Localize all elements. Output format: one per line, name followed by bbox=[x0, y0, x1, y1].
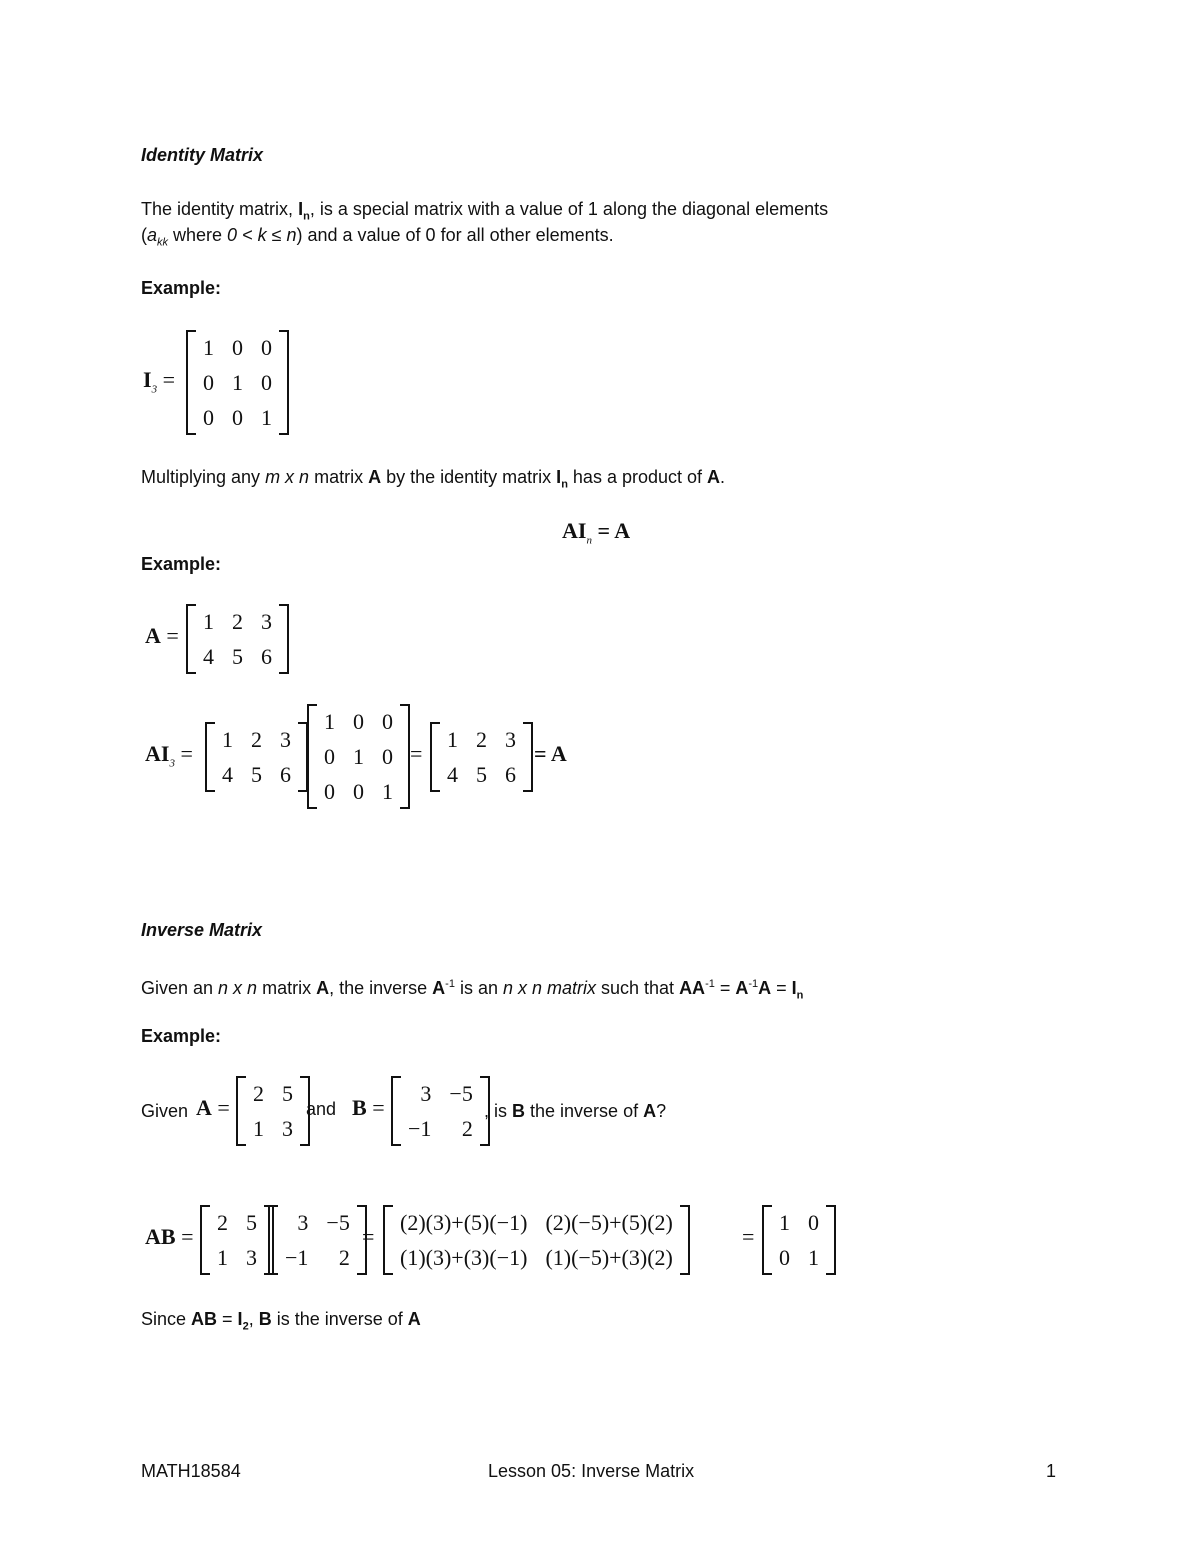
matrix-cell: (1)(−5)+(3)(2) bbox=[545, 1244, 673, 1270]
matrix-cell: 0 bbox=[261, 369, 272, 395]
matrix-cell: 0 bbox=[779, 1244, 790, 1270]
ab-label: AB = bbox=[145, 1224, 194, 1249]
matrix-a-in-product bbox=[205, 722, 308, 792]
matrix-cell: 1 bbox=[447, 726, 458, 752]
inverse-heading: Inverse Matrix bbox=[141, 920, 263, 940]
matrix-cell: 0 bbox=[353, 778, 364, 804]
matrix-cell: 0 bbox=[203, 369, 214, 395]
matrix-cell: 3 bbox=[261, 608, 272, 634]
matrix-cell: 1 bbox=[808, 1244, 819, 1270]
matrix-cell: 6 bbox=[261, 643, 272, 669]
matrix-a-2x3 bbox=[186, 604, 289, 674]
matrix-a-2x2 bbox=[236, 1076, 310, 1146]
matrix-cell: 3 bbox=[505, 726, 516, 752]
matrix-cell: (2)(−5)+(5)(2) bbox=[545, 1209, 673, 1235]
matrix-b-2x2 bbox=[391, 1076, 490, 1146]
footer-lesson-title: Lesson 05: Inverse Matrix bbox=[488, 1461, 695, 1481]
matrix-a-in-ab bbox=[200, 1205, 274, 1275]
matrix-cell: 5 bbox=[282, 1080, 293, 1106]
matrix-cell: 3 bbox=[282, 1115, 293, 1141]
matrix-cell: 0 bbox=[261, 334, 272, 360]
inverse-question: , is B the inverse of A? bbox=[484, 1101, 667, 1121]
a-label: A = bbox=[145, 623, 179, 648]
matrix-cell: 5 bbox=[476, 761, 487, 787]
given-a-label: A = bbox=[196, 1095, 230, 1120]
matrix-cell: 0 bbox=[232, 334, 243, 360]
matrix-i2-result bbox=[762, 1205, 836, 1275]
matrix-cell: 0 bbox=[203, 404, 214, 430]
matrix-cell: 4 bbox=[222, 761, 233, 787]
identity-heading: Identity Matrix bbox=[141, 145, 264, 165]
equals-sign: = bbox=[410, 741, 423, 766]
matrix-cell: 2 bbox=[251, 726, 262, 752]
matrix-cell: 5 bbox=[232, 643, 243, 669]
matrix-cell: 1 bbox=[261, 404, 272, 430]
ai3-label: $AI_3$ = bbox=[145, 741, 193, 770]
matrix-cell: 1 bbox=[217, 1244, 228, 1270]
multiplication-statement: Multiplying any m x n matrix A by the identity matrix $I_n$ has a product of A. bbox=[141, 467, 726, 491]
matrix-cell: 2 bbox=[476, 726, 487, 752]
matrix-i3-in-product bbox=[307, 704, 410, 809]
matrix-cell: 4 bbox=[203, 643, 214, 669]
matrix-result-a bbox=[430, 722, 533, 792]
i3-label: $I_3$ = bbox=[143, 367, 175, 396]
matrix-cell: 5 bbox=[251, 761, 262, 787]
matrix-cell: 6 bbox=[280, 761, 291, 787]
identity-matrix-i3 bbox=[186, 330, 289, 435]
matrix-cell: 0 bbox=[353, 708, 364, 734]
example-label-2: Example: bbox=[141, 554, 222, 574]
matrix-cell: 2 bbox=[338, 1244, 350, 1270]
and-text: and bbox=[306, 1099, 337, 1119]
matrix-cell: 0 bbox=[324, 778, 335, 804]
matrix-cell: −1 bbox=[408, 1115, 432, 1141]
matrix-cell: 2 bbox=[253, 1080, 264, 1106]
matrix-cell: 3 bbox=[280, 726, 291, 752]
matrix-cell: −5 bbox=[449, 1080, 473, 1106]
inverse-definition: Given an n x n matrix A, the inverse $A^{-1}$ is an n x n matrix such that $AA^{-1} = A^{-1}A = I_n$ bbox=[141, 978, 804, 1002]
matrix-cell: 1 bbox=[203, 334, 214, 360]
matrix-cell: 1 bbox=[222, 726, 233, 752]
matrix-cell: 6 bbox=[505, 761, 516, 787]
matrix-cell: 1 bbox=[203, 608, 214, 634]
matrix-cell: 5 bbox=[246, 1209, 257, 1235]
matrix-cell: 1 bbox=[382, 778, 393, 804]
footer-page-number: 1 bbox=[1046, 1461, 1057, 1481]
matrix-b-in-ab bbox=[268, 1205, 367, 1275]
example-label-1: Example: bbox=[141, 278, 222, 298]
example-label-3: Example: bbox=[141, 1026, 222, 1046]
matrix-cell: 1 bbox=[232, 369, 243, 395]
identity-definition-line2: ($a_{kk}$ where 0 < k ≤ n) and a value of 0 for all other elements. bbox=[141, 225, 614, 249]
equals-sign: = bbox=[742, 1224, 755, 1249]
matrix-cell: 0 bbox=[382, 708, 393, 734]
matrix-cell: 2 bbox=[232, 608, 243, 634]
footer-course-code: MATH18584 bbox=[141, 1461, 241, 1481]
matrix-cell: (1)(3)+(3)(−1) bbox=[400, 1244, 528, 1270]
matrix-cell: 1 bbox=[253, 1115, 264, 1141]
matrix-cell: 0 bbox=[232, 404, 243, 430]
conclusion: Since AB = $I_2$, B is the inverse of A bbox=[141, 1309, 421, 1333]
identity-definition-line1: The identity matrix, $I_n$, is a special matrix with a value of 1 along the diagonal elements bbox=[141, 199, 829, 223]
matrix-cell: 1 bbox=[353, 743, 364, 769]
matrix-cell: 1 bbox=[779, 1209, 790, 1235]
matrix-cell: 2 bbox=[217, 1209, 228, 1235]
matrix-cell: 3 bbox=[297, 1209, 309, 1235]
given-text: Given bbox=[141, 1101, 189, 1121]
equals-sign: = bbox=[362, 1224, 375, 1249]
matrix-product-expansion bbox=[383, 1205, 690, 1275]
matrix-cell: 0 bbox=[808, 1209, 819, 1235]
matrix-cell: (2)(3)+(5)(−1) bbox=[400, 1209, 528, 1235]
matrix-cell: 3 bbox=[420, 1080, 432, 1106]
matrix-cell: 0 bbox=[382, 743, 393, 769]
given-b-label: B = bbox=[352, 1095, 385, 1120]
matrix-cell: −5 bbox=[326, 1209, 350, 1235]
matrix-cell: 3 bbox=[246, 1244, 257, 1270]
ai3-result: = A bbox=[534, 741, 567, 766]
matrix-cell: 4 bbox=[447, 761, 458, 787]
matrix-cell: 0 bbox=[324, 743, 335, 769]
matrix-cell: 1 bbox=[324, 708, 335, 734]
matrix-cell: 2 bbox=[461, 1115, 473, 1141]
identity-formula: $AI_n = A$ bbox=[562, 518, 631, 547]
matrix-cell: −1 bbox=[285, 1244, 309, 1270]
